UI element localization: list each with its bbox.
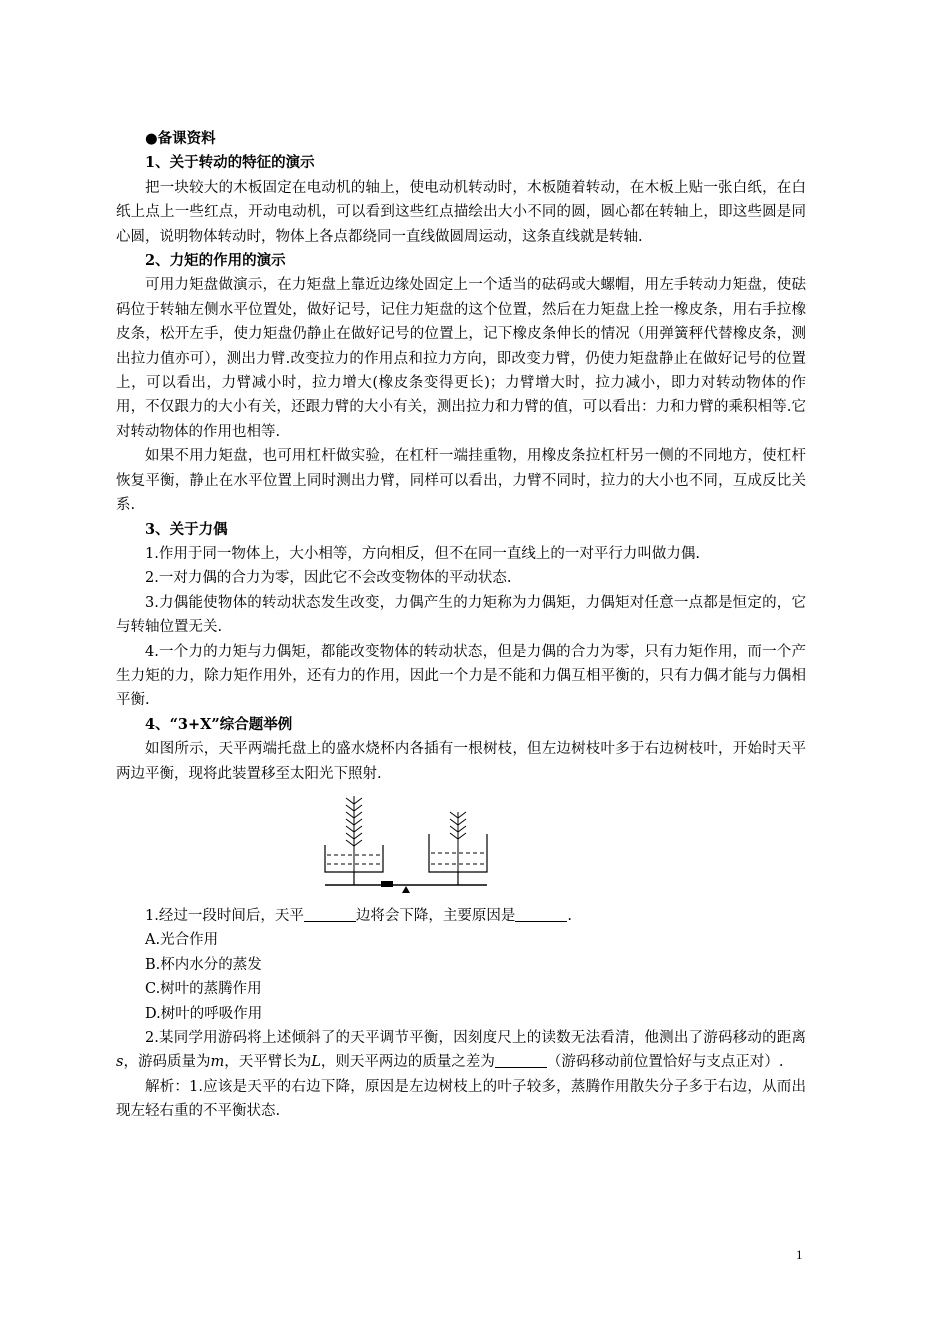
s1-paragraph: 把一块较大的木板固定在电动机的轴上，使电动机转动时，木板随着转动，在木板上贴一张白纸，在白纸上点上一些红点，开动电动机，可以看到这些红点描绘出大小不同的圆，圆心都在转轴上，即这些圆是同心圆，说明物体转动时，物体上各点都绕同一直线做圆周运动，这条直线就是转轴. (116, 179, 806, 245)
s4-intro: 如图所示，天平两端托盘上的盛水烧杯内各插有一根树枝，但左边树枝叶多于右边树枝叶，开始时天平两边平衡，现将此装置移至太阳光下照射. (116, 741, 806, 782)
q1-text-2: 边将会下降，主要原因是 (355, 907, 516, 924)
option-b: B.杯内水分的蒸发 (145, 956, 262, 973)
s3-item-4: 4.一个力的力矩与力偶矩，都能改变物体的转动状态，但是力偶的合力为零，只有力矩作用，而一个产生力矩的力，除力矩作用外，还有力的作用，因此一个力是不能和力偶互相平衡的，只有力偶才能与力偶相平衡. (116, 643, 806, 709)
page-number: 1 (796, 1247, 803, 1262)
page-content (116, 127, 806, 1124)
question-1 (116, 904, 806, 928)
s3-item-3: 3.力偶能使物体的转动状态发生改变，力偶产生的力矩称为力偶矩，力偶矩对任意一点都是恒定的，它与转轴位置无关. (116, 594, 806, 636)
section-title: ●备课资料 (145, 130, 216, 147)
s4-heading: 4、“3+X”综合题举例 (145, 715, 293, 733)
analysis: 解析：1.应该是天平的右边下降，原因是左边树枝上的叶子较多，蒸腾作用散失分子多于右边，从而出现左轻右重的不平衡状态. (116, 1078, 806, 1120)
q2-var-l: L (311, 1054, 321, 1071)
option-d: D.树叶的呼吸作用 (145, 1005, 263, 1022)
s1-heading: 1、关于转动的特征的演示 (145, 154, 315, 172)
q2-text-4: ，则天平两边的质量之差为 (320, 1054, 495, 1071)
left-branch (346, 796, 362, 872)
s3-item-1: 1.作用于同一物体上，大小相等，方向相反，但不在同一直线上的一对平行力叫做力偶. (145, 545, 700, 562)
question-2 (116, 1026, 806, 1075)
rider-weight (381, 881, 393, 887)
q2-blank[interactable] (495, 1053, 547, 1069)
q1-text-3: . (567, 907, 572, 924)
option-c: C.树叶的蒸腾作用 (145, 981, 262, 998)
q2-var-m: m (210, 1054, 225, 1071)
q2-text-2: ，游码质量为 (123, 1054, 211, 1071)
s3-item-2: 2.一对力偶的合力为零，因此它不会改变物体的平动状态. (145, 570, 512, 587)
right-branch (450, 812, 466, 872)
q1-blank-2[interactable] (515, 906, 567, 922)
s2-paragraph-2: 如果不用力矩盘，也可用杠杆做实验，在杠杆一端挂重物，用橡皮条拉杠杆另一侧的不同地方，使杠杆恢复平衡，静止在水平位置上同时测出力臂，同样可以看出，力臂不同时，拉力的大小也不同，互成反比关系. (116, 448, 806, 514)
q2-text-1: 2.某同学用游码将上述倾斜了的天平调节平衡，因刻度尺上的读数无法看清，他测出了游码移动的距离 (145, 1030, 806, 1046)
s2-paragraph-1: 可用力矩盘做演示，在力矩盘上靠近边缘处固定上一个适当的砝码或大螺帽，用左手转动力矩盘，使砝码位于转轴左侧水平位置处，做好记号，记住力矩盘的这个位置，然后在力矩盘上拴一橡皮条，用右手拉橡皮条，松开左手，使力矩盘仍静止在做好记号的位置上，记下橡皮条伸长的情况（用弹簧秤代替橡皮条，测出拉力值亦可），测出力臂.改变拉力的作用点和拉力方向，即改变力臂，仍使力矩盘静止在做好记号的位置上，可以看出，力臂减小时，拉力增大(橡皮条变得更长)；力臂增大时，拉力减小，即力对转动物体的作用，不仅跟力的大小有关，还跟力臂的大小有关，测出拉力和力臂的值，可以看出：力和力臂的乘积相等.它对转动物体的作用也相等. (116, 277, 806, 440)
balance-diagram (311, 790, 611, 900)
s2-heading: 2、力矩的作用的演示 (145, 252, 286, 270)
q2-var-s: s (116, 1054, 124, 1071)
q2-text-5: （游码移动前位置恰好与支点正对）. (546, 1054, 784, 1071)
s3-heading: 3、关于力偶 (145, 520, 228, 538)
q2-text-3: ，天平臂长为 (224, 1054, 312, 1071)
q1-blank-1[interactable] (304, 906, 356, 922)
q1-text-1: 1.经过一段时间后，天平 (145, 907, 304, 924)
balance-figure (311, 790, 611, 900)
option-a: A.光合作用 (145, 932, 219, 949)
fulcrum (402, 886, 410, 893)
